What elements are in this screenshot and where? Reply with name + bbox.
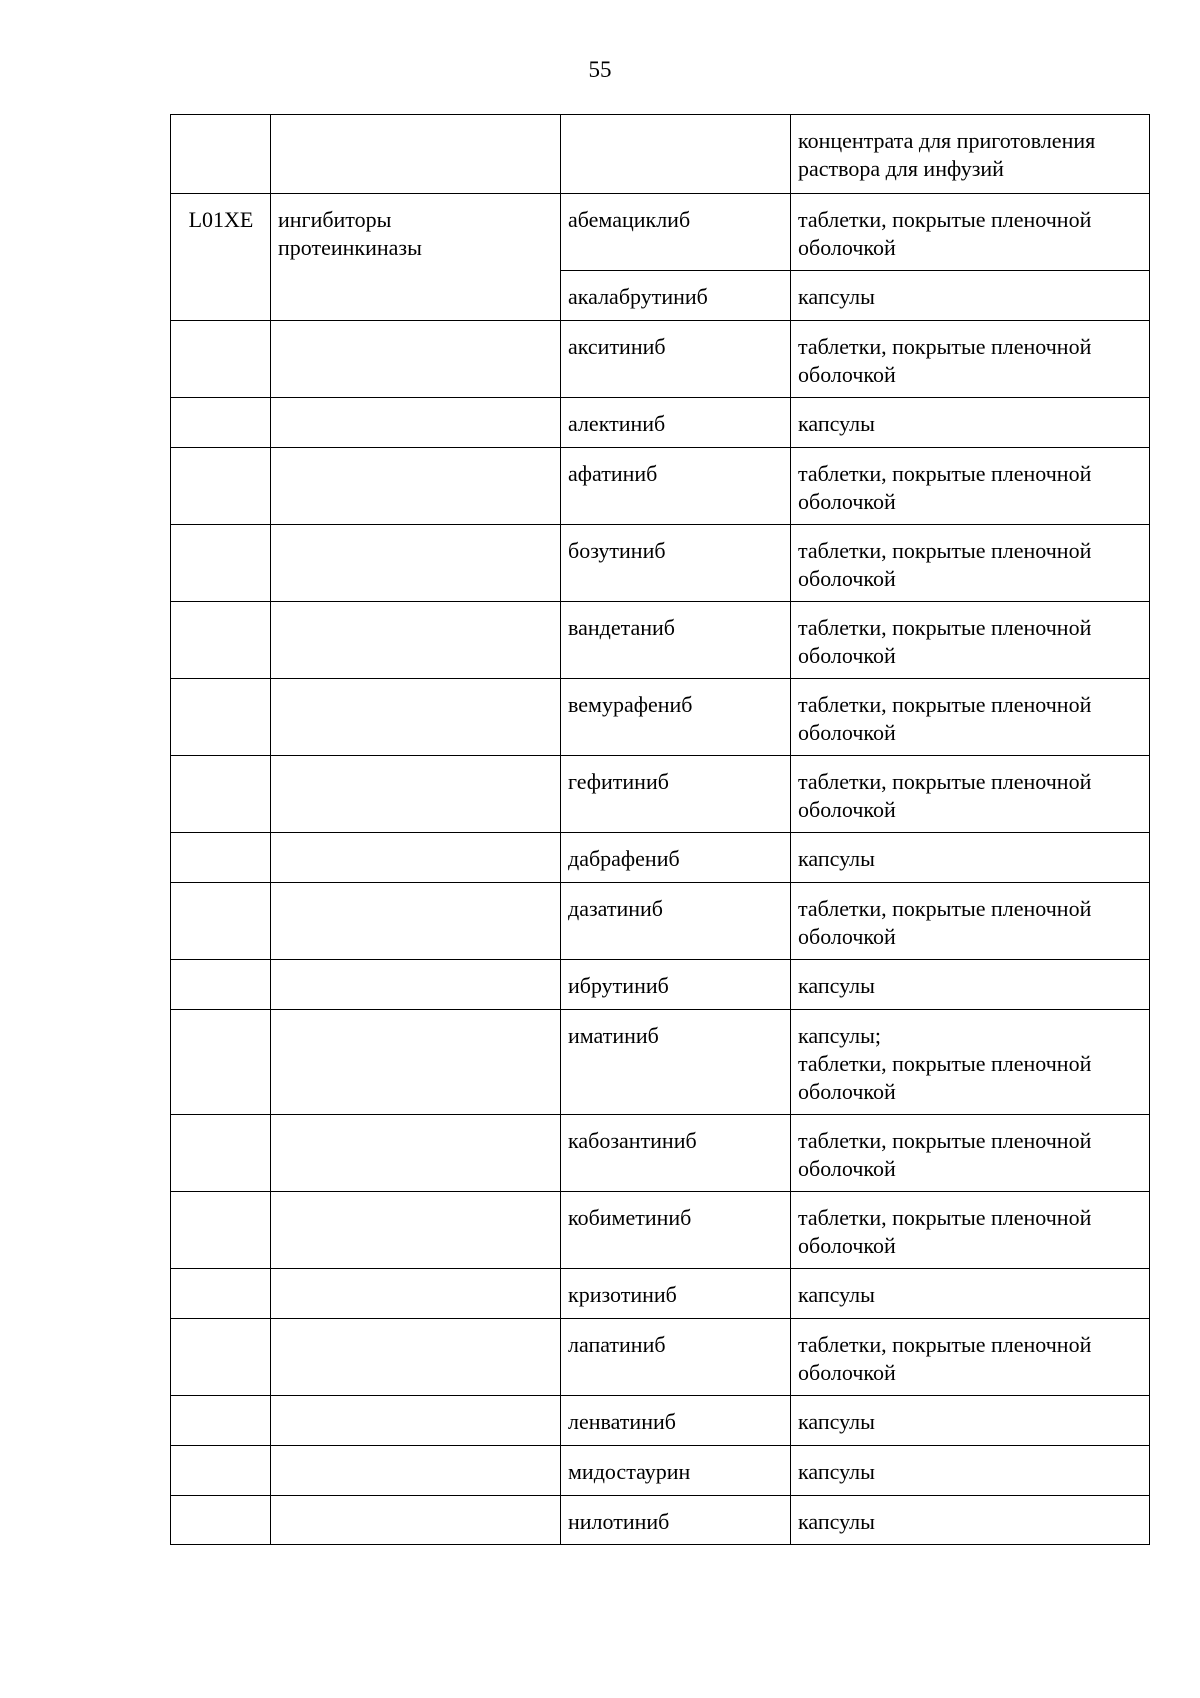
table-row xyxy=(171,679,1150,756)
dosage-form-line: таблетки, покрытые пленочной xyxy=(798,615,1092,640)
dosage-form-line: капсулы xyxy=(798,1282,875,1307)
atc-code-cell xyxy=(171,602,271,679)
substance-cell: дабрафениб xyxy=(561,833,791,883)
table-row xyxy=(171,960,1150,1010)
group-line: ингибиторы xyxy=(278,207,392,232)
table-row xyxy=(171,1319,1150,1396)
anatomical-group-cell xyxy=(271,602,561,679)
substance-cell: гефитиниб xyxy=(561,756,791,833)
anatomical-group-cell xyxy=(271,1496,561,1545)
anatomical-group-cell xyxy=(271,833,561,883)
dosage-form-line: оболочкой xyxy=(798,797,896,822)
atc-code-cell xyxy=(171,398,271,448)
page-number: 55 xyxy=(588,57,612,82)
table-row xyxy=(171,756,1150,833)
atc-code-cell xyxy=(171,883,271,960)
table-body xyxy=(171,115,1150,1545)
table-row xyxy=(171,833,1150,883)
substance-cell: нилотиниб xyxy=(561,1496,791,1545)
table-row xyxy=(171,1115,1150,1192)
dosage-form-cell xyxy=(791,833,1150,883)
anatomical-group-cell xyxy=(271,1010,561,1115)
substance-cell: ибрутиниб xyxy=(561,960,791,1010)
dosage-form-cell xyxy=(791,398,1150,448)
table-row xyxy=(171,1446,1150,1496)
substance-cell: кризотиниб xyxy=(561,1269,791,1319)
table-row xyxy=(171,321,1150,398)
atc-code-cell xyxy=(171,1192,271,1269)
dosage-form-cell xyxy=(791,448,1150,525)
anatomical-group-cell xyxy=(271,679,561,756)
dosage-form-line: таблетки, покрытые пленочной xyxy=(798,692,1092,717)
table-row xyxy=(171,883,1150,960)
dosage-form-cell xyxy=(791,525,1150,602)
dosage-form-line: капсулы xyxy=(798,284,875,309)
atc-code-cell xyxy=(171,1446,271,1496)
dosage-form-line: оболочкой xyxy=(798,1156,896,1181)
atc-code-cell xyxy=(171,1010,271,1115)
dosage-form-cell xyxy=(791,1192,1150,1269)
table-row xyxy=(171,1496,1150,1545)
anatomical-group-cell xyxy=(271,194,561,321)
anatomical-group-cell xyxy=(271,115,561,194)
dosage-form-cell xyxy=(791,115,1150,194)
dosage-form-cell xyxy=(791,679,1150,756)
dosage-form-cell xyxy=(791,1010,1150,1115)
atc-code-cell xyxy=(171,960,271,1010)
substance-cell: акалабрутиниб xyxy=(561,271,791,321)
atc-code-cell xyxy=(171,1115,271,1192)
dosage-form-line: оболочкой xyxy=(798,362,896,387)
dosage-form-cell xyxy=(791,194,1150,271)
anatomical-group-cell xyxy=(271,756,561,833)
substance-cell: алектиниб xyxy=(561,398,791,448)
substance-cell: мидостаурин xyxy=(561,1446,791,1496)
anatomical-group-cell xyxy=(271,525,561,602)
atc-code-cell xyxy=(171,1319,271,1396)
anatomical-group-cell xyxy=(271,1396,561,1446)
substance-cell: вандетаниб xyxy=(561,602,791,679)
anatomical-group-cell xyxy=(271,1319,561,1396)
dosage-form-line: оболочкой xyxy=(798,566,896,591)
anatomical-group-cell xyxy=(271,1115,561,1192)
substance-cell: абемациклиб xyxy=(561,194,791,271)
anatomical-group-cell xyxy=(271,960,561,1010)
table-row xyxy=(171,398,1150,448)
anatomical-group-cell xyxy=(271,1269,561,1319)
atc-code-cell xyxy=(171,448,271,525)
atc-code-cell xyxy=(171,1396,271,1446)
group-line: протеинкиназы xyxy=(278,235,422,260)
dosage-form-line: капсулы xyxy=(798,846,875,871)
dosage-form-cell xyxy=(791,1446,1150,1496)
atc-code-cell xyxy=(171,1496,271,1545)
substance-cell: афатиниб xyxy=(561,448,791,525)
dosage-form-line: оболочкой xyxy=(798,489,896,514)
dosage-form-line: таблетки, покрытые пленочной xyxy=(798,1128,1092,1153)
dosage-form-line: капсулы xyxy=(798,1409,875,1434)
drug-table xyxy=(170,114,1150,1545)
atc-code-cell: L01XE xyxy=(171,194,271,321)
dosage-form-cell xyxy=(791,1396,1150,1446)
dosage-form-line: таблетки, покрытые пленочной xyxy=(798,538,1092,563)
atc-code-cell xyxy=(171,756,271,833)
table-row xyxy=(171,1269,1150,1319)
substance-cell: иматиниб xyxy=(561,1010,791,1115)
dosage-form-line: таблетки, покрытые пленочной xyxy=(798,896,1092,921)
dosage-form-line: оболочкой xyxy=(798,720,896,745)
anatomical-group-cell xyxy=(271,1192,561,1269)
table-row xyxy=(171,194,1150,271)
dosage-form-line: оболочкой xyxy=(798,235,896,260)
dosage-form-line: таблетки, покрытые пленочной xyxy=(798,207,1092,232)
dosage-form-line: оболочкой xyxy=(798,924,896,949)
dosage-form-line: оболочкой xyxy=(798,1079,896,1104)
dosage-form-cell xyxy=(791,602,1150,679)
dosage-form-line: таблетки, покрытые пленочной xyxy=(798,769,1092,794)
atc-code-cell xyxy=(171,321,271,398)
dosage-form-line: оболочкой xyxy=(798,643,896,668)
anatomical-group-cell xyxy=(271,398,561,448)
dosage-form-line: таблетки, покрытые пленочной xyxy=(798,1205,1092,1230)
table-row xyxy=(171,1396,1150,1446)
substance-cell: дазатиниб xyxy=(561,883,791,960)
table-row xyxy=(171,525,1150,602)
dosage-form-cell xyxy=(791,1496,1150,1545)
dosage-form-cell xyxy=(791,883,1150,960)
substance-cell: акситиниб xyxy=(561,321,791,398)
atc-code-cell xyxy=(171,115,271,194)
dosage-form-line: концентрата для приготовления xyxy=(798,128,1096,153)
dosage-form-cell xyxy=(791,1115,1150,1192)
table-row xyxy=(171,1192,1150,1269)
anatomical-group-cell xyxy=(271,883,561,960)
substance-cell xyxy=(561,115,791,194)
dosage-form-line: оболочкой xyxy=(798,1233,896,1258)
dosage-form-cell xyxy=(791,1269,1150,1319)
dosage-form-line: оболочкой xyxy=(798,1360,896,1385)
dosage-form-cell xyxy=(791,756,1150,833)
substance-cell: вемурафениб xyxy=(561,679,791,756)
anatomical-group-cell xyxy=(271,448,561,525)
atc-code-cell xyxy=(171,833,271,883)
dosage-form-line: капсулы xyxy=(798,411,875,436)
table-row xyxy=(171,1010,1150,1115)
dosage-form-cell xyxy=(791,1319,1150,1396)
dosage-form-line: капсулы xyxy=(798,973,875,998)
substance-cell: кабозантиниб xyxy=(561,1115,791,1192)
dosage-form-line: капсулы; xyxy=(798,1023,881,1048)
substance-cell: кобиметиниб xyxy=(561,1192,791,1269)
anatomical-group-cell xyxy=(271,1446,561,1496)
dosage-form-line: капсулы xyxy=(798,1459,875,1484)
dosage-form-line: капсулы xyxy=(798,1509,875,1534)
atc-code-cell xyxy=(171,679,271,756)
dosage-form-cell xyxy=(791,321,1150,398)
table-row xyxy=(171,115,1150,194)
dosage-form-line: таблетки, покрытые пленочной xyxy=(798,334,1092,359)
dosage-form-line: таблетки, покрытые пленочной xyxy=(798,461,1092,486)
table-row xyxy=(171,448,1150,525)
dosage-form-line: раствора для инфузий xyxy=(798,156,1004,181)
substance-cell: лапатиниб xyxy=(561,1319,791,1396)
substance-cell: ленватиниб xyxy=(561,1396,791,1446)
table-row xyxy=(171,602,1150,679)
substance-cell: бозутиниб xyxy=(561,525,791,602)
dosage-form-cell xyxy=(791,960,1150,1010)
dosage-form-line: таблетки, покрытые пленочной xyxy=(798,1332,1092,1357)
dosage-form-cell xyxy=(791,271,1150,321)
dosage-form-line: таблетки, покрытые пленочной xyxy=(798,1051,1092,1076)
atc-code-cell xyxy=(171,525,271,602)
anatomical-group-cell xyxy=(271,321,561,398)
atc-code-cell xyxy=(171,1269,271,1319)
